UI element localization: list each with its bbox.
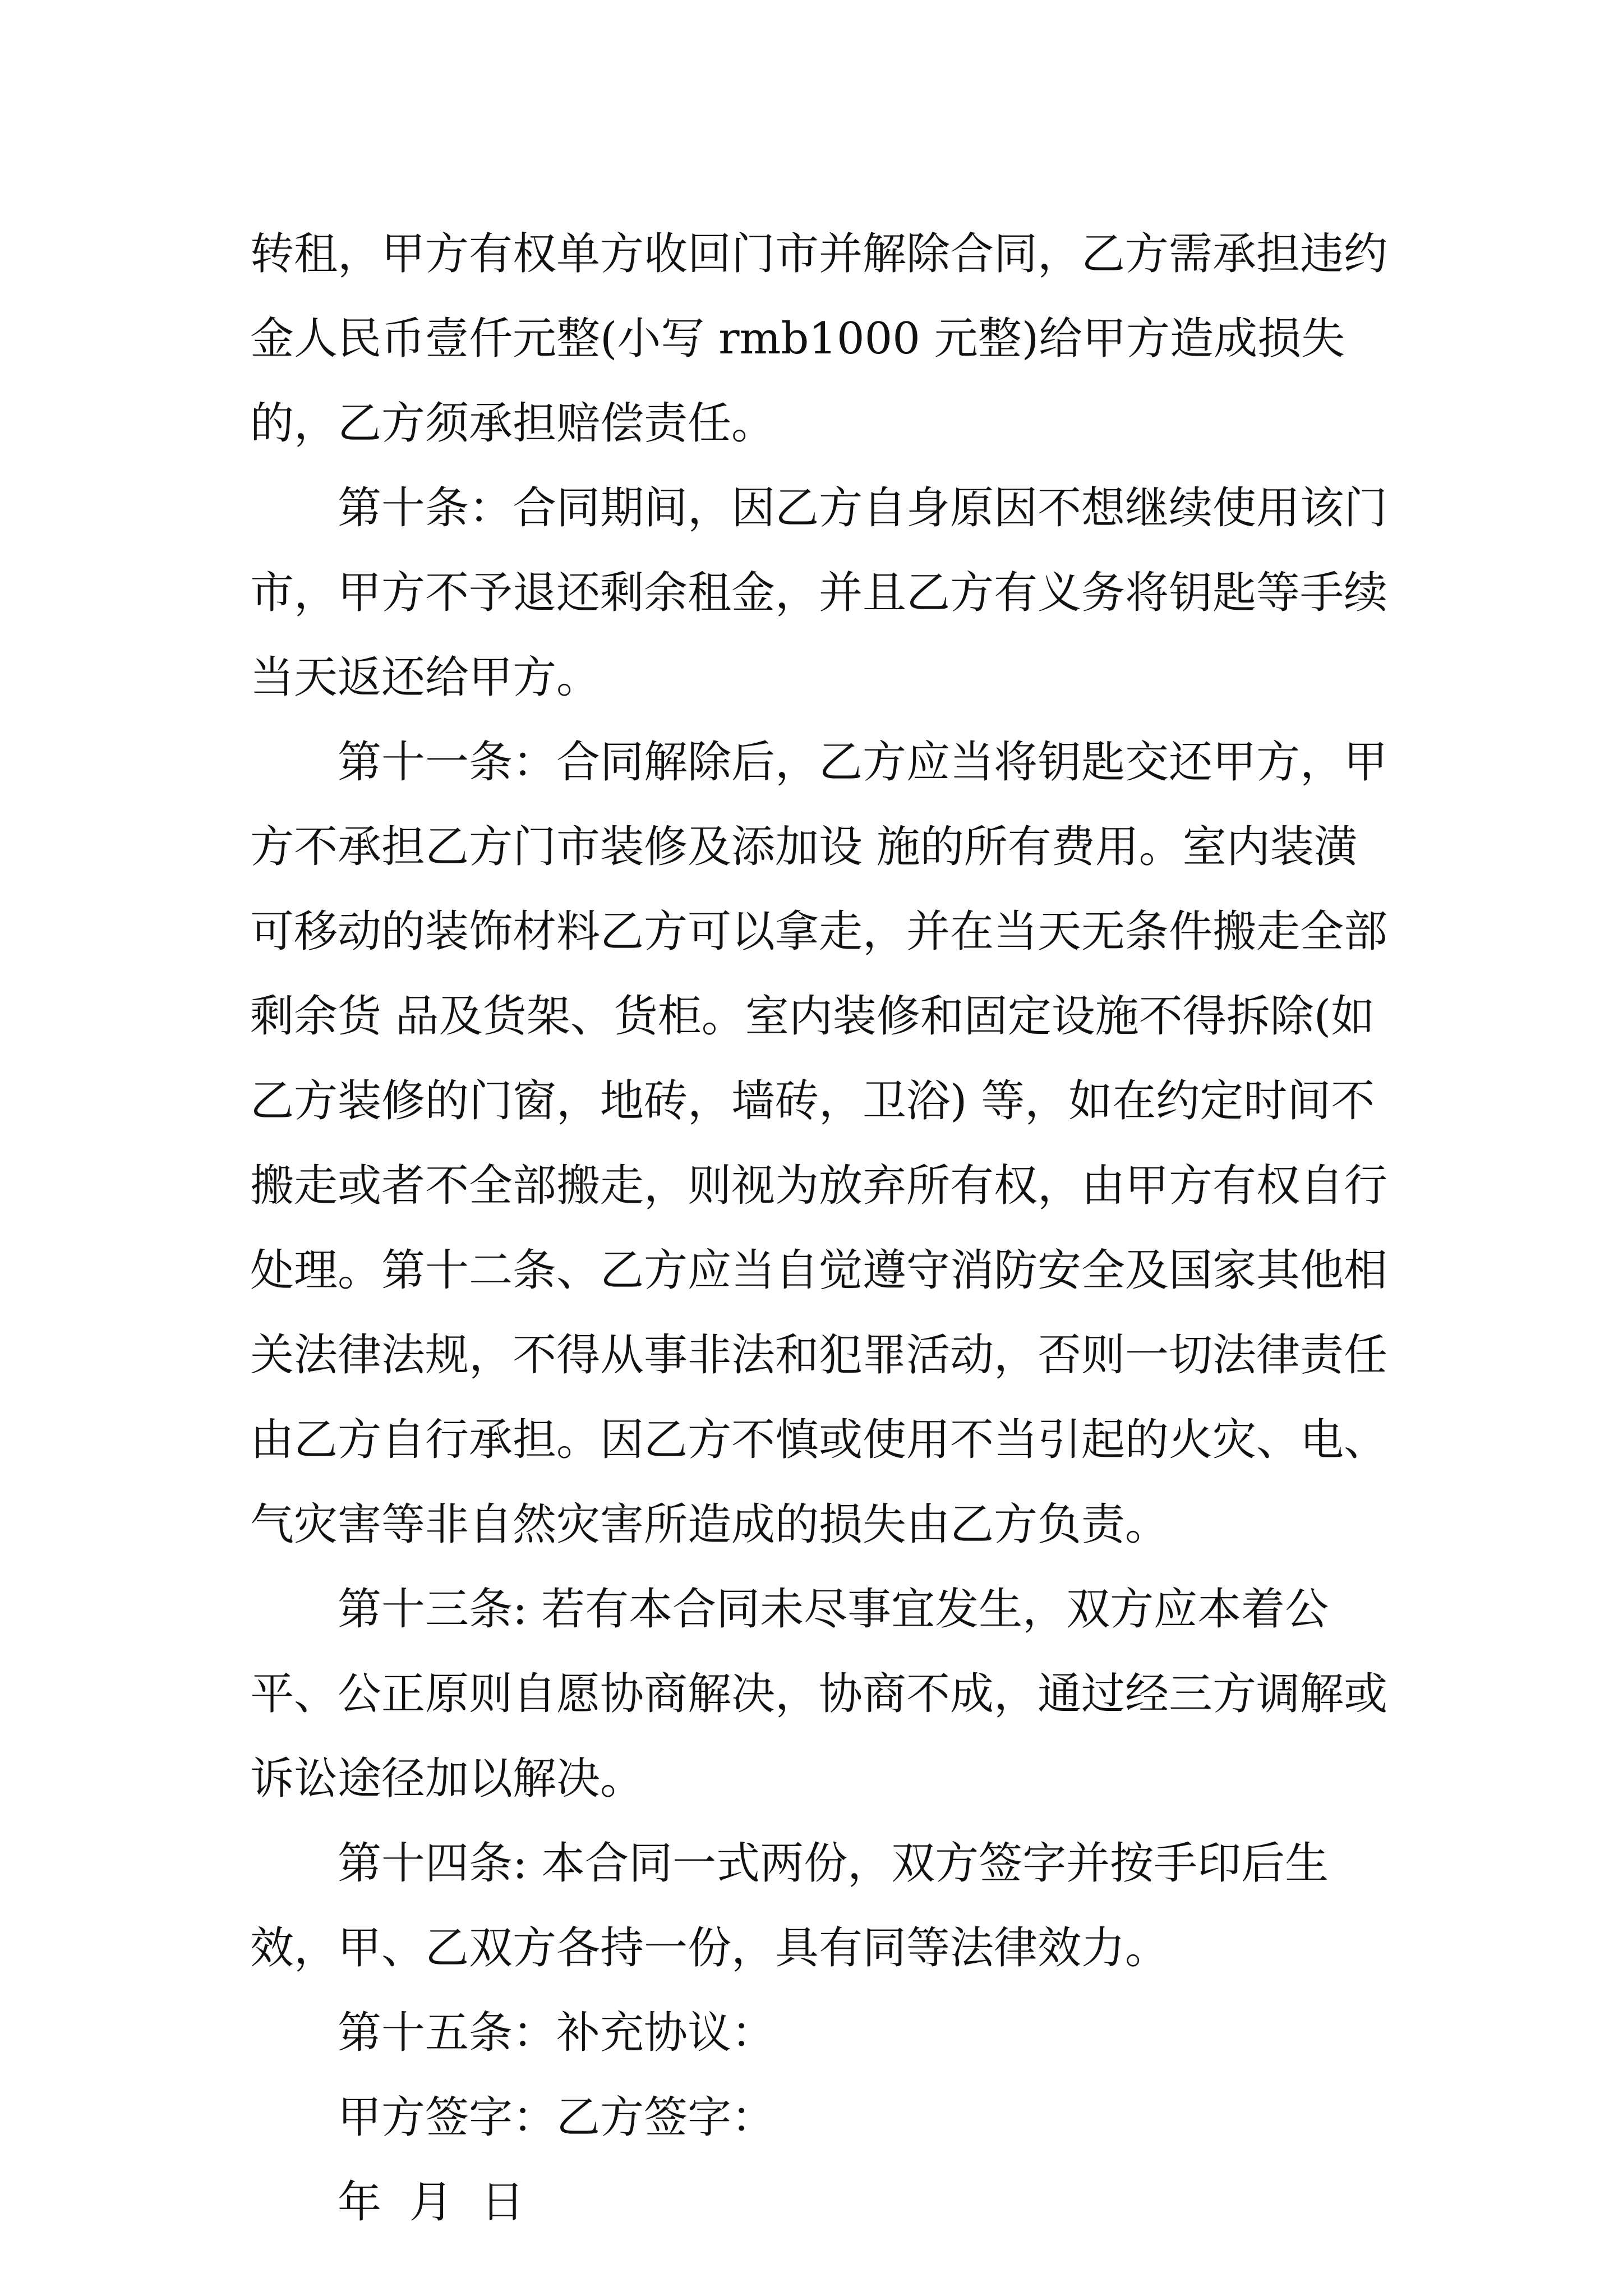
paragraph-continued-clause: 转租，甲方有权单方收回门市并解除合同，乙方需承担违约金人民币壹仟元整(小写 rmb1000 元整)给甲方造成损失的，乙方须承担赔偿责任。 bbox=[250, 229, 1388, 449]
party-b-signature-label: 乙方签字： bbox=[556, 2092, 776, 2143]
paragraph-clause-13: 第十三条: 若有本合同未尽事宜发生，双方应本着公平、公正原则自愿协商解决，协商不成，通过经三方调解或诉讼途径加以解决。 bbox=[250, 1584, 1388, 1804]
signature-line bbox=[250, 2076, 1389, 2160]
party-a-signature-label: 甲方签字： bbox=[338, 2092, 557, 2143]
date-line: 年 月 日 bbox=[338, 2177, 525, 2228]
paragraph-clause-15: 第十五条：补充协议： bbox=[338, 2008, 776, 2058]
paragraph-clause-11: 第十一条：合同解除后，乙方应当将钥匙交还甲方，甲方不承担乙方门市装修及添加设 施的所有费用。室内装潢可移动的装饰材料乙方可以拿走，并在当天无条件搬走全部剩余货 品及货架、货柜。室内装修和固定设施不得拆除(如乙方装修的门窗，地砖，墙砖，卫浴) 等，如在约定时间不搬走或者不全部搬走，则视为放弃所有权，由甲方有权自行处理。第十二条、乙方应当自觉遵守消防安全及国家其他相关法律法规，不得从事非法和犯罪活动，否则一切法律责任由乙方自行承担。因乙方不慎或使用不当引起的火灾、电、气灾害等非自然灾害所造成的损失由乙方负责。 bbox=[250, 737, 1388, 1550]
contract-body bbox=[250, 212, 1389, 2245]
paragraph-clause-10: 第十条：合同期间，因乙方自身原因不想继续使用该门市，甲方不予退还剩余租金，并且乙方有义务将钥匙等手续当天返还给甲方。 bbox=[250, 483, 1388, 703]
paragraph-clause-14: 第十四条: 本合同一式两份，双方签字并按手印后生效，甲、乙双方各持一份，具有同等法律效力。 bbox=[250, 1838, 1329, 1973]
